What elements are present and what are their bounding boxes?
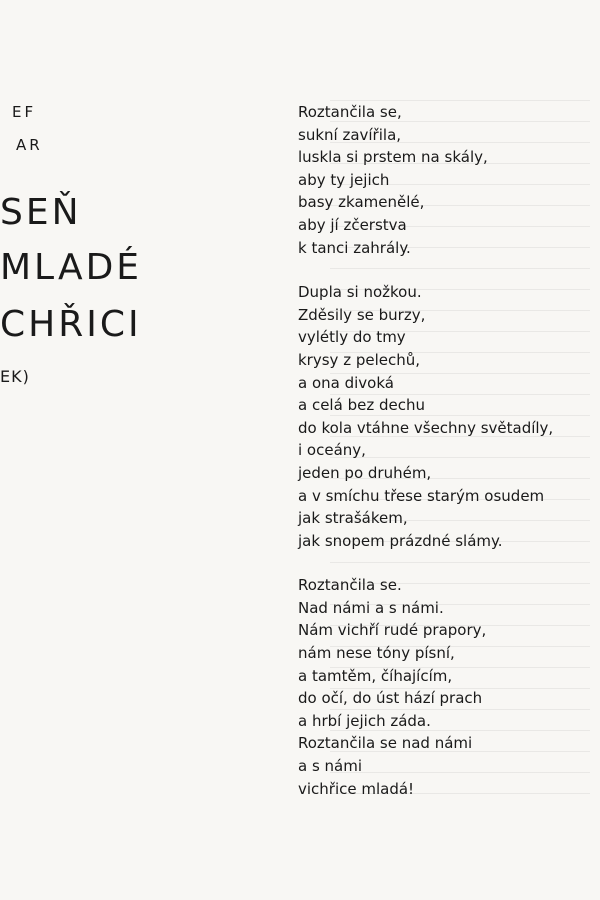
verse-line: Dupla si nožkou. bbox=[298, 283, 422, 302]
verse-line: a hrbí jejich záda. bbox=[298, 711, 431, 730]
title-block bbox=[0, 0, 200, 420]
stanza-3 bbox=[298, 574, 593, 800]
title-line-3: CHŘICI bbox=[0, 304, 142, 345]
verse-line: a s námi bbox=[298, 757, 363, 776]
verse-line: Roztančila se nad námi bbox=[298, 734, 473, 753]
verse-line: jak snopem prázdné slámy. bbox=[298, 531, 503, 550]
title-line-1: SEŇ bbox=[0, 192, 82, 233]
verse-line: vylétly do tmy bbox=[298, 328, 406, 347]
verse-line: Nad námi a s námi. bbox=[298, 598, 444, 617]
stanza-2 bbox=[298, 281, 593, 552]
verse-line: do očí, do úst hází prach bbox=[298, 689, 483, 708]
verse-line: jak strašákem, bbox=[298, 509, 408, 528]
verse-line: a tamtěm, číhajícím, bbox=[298, 666, 453, 685]
stanza-1 bbox=[298, 101, 593, 259]
verse-line: basy zkamenělé, bbox=[298, 193, 425, 212]
author-line-1: EF bbox=[12, 103, 37, 121]
verse-line: k tanci zahrály. bbox=[298, 238, 411, 257]
verse-line: aby jí zčerstva bbox=[298, 215, 407, 234]
verse-line: a ona divoká bbox=[298, 373, 394, 392]
verse-line: a celá bez dechu bbox=[298, 396, 425, 415]
verse-line: Roztančila se. bbox=[298, 576, 402, 595]
verse-line: do kola vtáhne všechny světadíly, bbox=[298, 418, 554, 437]
verse-line: Roztančila se, bbox=[298, 103, 402, 121]
verse-line: sukní zavířila, bbox=[298, 125, 402, 144]
verse-line: nám nese tóny písní, bbox=[298, 644, 455, 663]
verse-line: luskla si prstem na skály, bbox=[298, 148, 488, 167]
verse-line: jeden po druhém, bbox=[298, 463, 432, 482]
verse-line: Zděsily se burzy, bbox=[298, 305, 426, 324]
subtitle: EK) bbox=[0, 367, 30, 386]
author-line-2: AR bbox=[16, 136, 43, 154]
verse-line: i oceány, bbox=[298, 441, 366, 460]
verse-line: aby ty jejich bbox=[298, 170, 390, 189]
poem bbox=[298, 101, 593, 822]
title-line-2: MLADÉ bbox=[0, 247, 143, 288]
verse-line: vichřice mladá! bbox=[298, 779, 415, 798]
verse-line: Nám vichří rudé prapory, bbox=[298, 621, 487, 640]
verse-line: krysy z pelechů, bbox=[298, 350, 421, 369]
verse-line: a v smíchu třese starým osudem bbox=[298, 486, 545, 505]
